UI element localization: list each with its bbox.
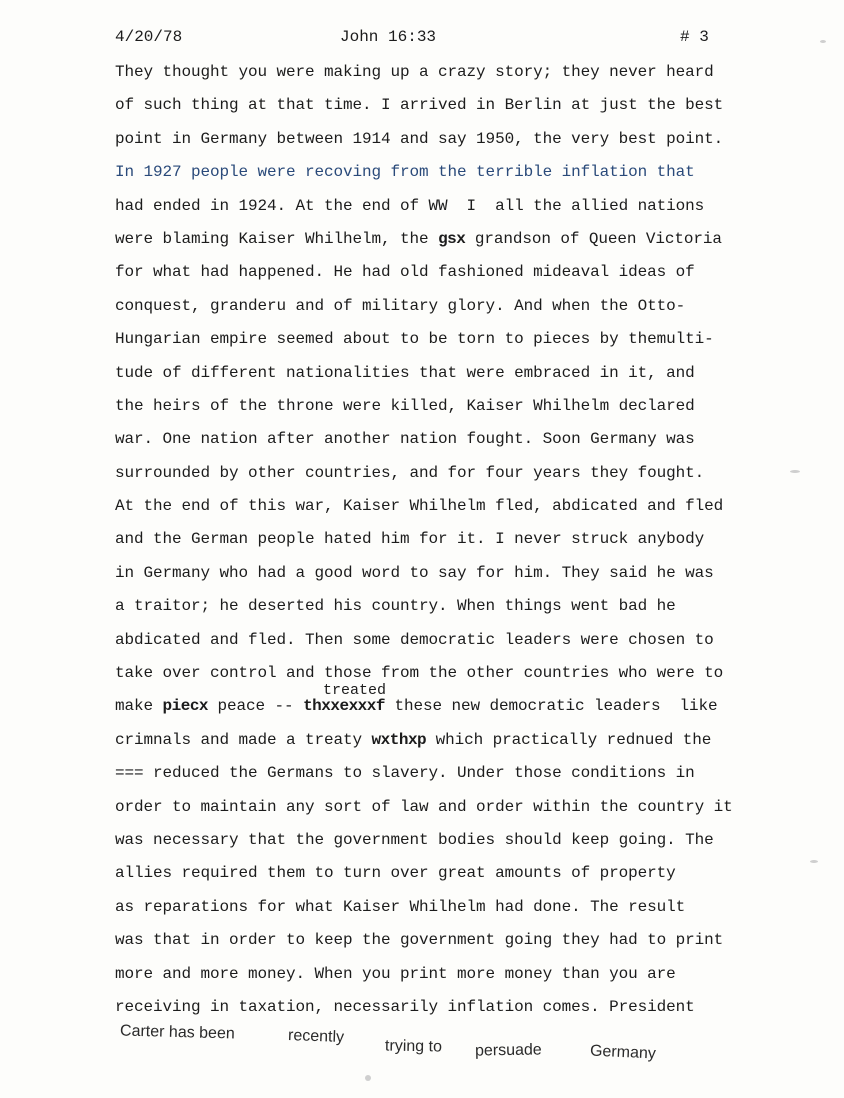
- handwritten-word: persuade: [474, 1041, 542, 1060]
- text-line-21-end: which practically rednued the: [426, 730, 712, 749]
- strikeover-text: thxxexxxf: [303, 697, 385, 716]
- text-line-22: === reduced the Germans to slavery. Under those conditions in: [115, 764, 695, 783]
- text-line-3: point in Germany between 1914 and say 1950, the very best point.: [115, 129, 724, 148]
- text-line-21: [115, 730, 815, 763]
- paper-speck: [820, 40, 826, 43]
- strikeover-text: piecx: [162, 697, 209, 716]
- paper-speck: [365, 1075, 371, 1081]
- header-date: 4/20/78: [115, 28, 183, 46]
- text-line-21-start: crimnals and made a treaty: [115, 730, 372, 749]
- text-line-7: for what had happened. He had old fashioned mideaval ideas of: [115, 263, 695, 282]
- text-line-9: Hungarian empire seemed about to be torn to pieces by themulti-: [115, 330, 714, 349]
- body-text: [115, 62, 815, 1030]
- text-line-26: as reparations for what Kaiser Whilhelm had done. The result: [115, 897, 686, 916]
- text-line-8: conquest, granderu and of military glory. And when the Otto-: [115, 296, 686, 315]
- text-line-11: the heirs of the throne were killed, Kaiser Whilhelm declared: [115, 396, 695, 415]
- text-line-20-mid: peace --: [208, 697, 304, 716]
- text-line-10: tude of different nationalities that were embraced in it, and: [115, 363, 695, 382]
- paper-speck: [790, 470, 800, 473]
- text-line-17: a traitor; he deserted his country. When things went bad he: [115, 597, 676, 616]
- text-line-20-start: make: [115, 697, 163, 716]
- text-line-6-end: grandson of Queen Victoria: [465, 229, 722, 248]
- text-line-6-start: were blaming Kaiser Whilhelm, the: [115, 229, 439, 248]
- text-line-6: [115, 229, 815, 262]
- text-line-24: was necessary that the government bodies should keep going. The: [115, 830, 714, 849]
- strikeover-text: gsx: [438, 229, 466, 248]
- header-scripture-reference: John 16:33: [340, 28, 437, 46]
- text-line-14: At the end of this war, Kaiser Whilhelm fled, abdicated and fled: [115, 497, 724, 516]
- text-line-16: in Germany who had a good word to say for him. They said he was: [115, 563, 714, 582]
- text-line-18: abdicated and fled. Then some democratic leaders were chosen to: [115, 630, 714, 649]
- text-line-1: They thought you were making up a crazy story; they never heard: [115, 63, 714, 81]
- text-line-20: [115, 696, 815, 729]
- text-line-4: In 1927 people were recoving from the terrible inflation that: [115, 163, 695, 182]
- paper-speck: [810, 860, 818, 863]
- text-line-2: of such thing at that time. I arrived in Berlin at just the best: [115, 96, 724, 115]
- strikeover-text: wxthxp: [371, 730, 427, 749]
- text-line-19: take over control and those from the other countries who were to: [115, 664, 724, 683]
- handwritten-word: trying to: [384, 1037, 443, 1056]
- text-line-13: surrounded by other countries, and for four years they fought.: [115, 463, 705, 482]
- interline-insertion: treated: [323, 682, 387, 699]
- handwritten-word: Carter has been: [119, 1022, 235, 1043]
- text-line-29: receiving in taxation, necessarily inflation comes. President: [115, 997, 695, 1016]
- header-page-number: # 3: [680, 28, 709, 46]
- text-line-28: more and more money. When you print more money than you are: [115, 964, 676, 983]
- text-line-20-end: these new democratic leaders like: [384, 697, 718, 716]
- handwritten-word: Germany: [589, 1042, 657, 1063]
- text-line-15: and the German people hated him for it. I never struck anybody: [115, 530, 705, 549]
- text-line-12: war. One nation after another nation fought. Soon Germany was: [115, 430, 695, 449]
- text-line-25: allies required them to turn over great amounts of property: [115, 864, 676, 883]
- handwritten-continuation: [120, 1024, 720, 1074]
- text-line-5: had ended in 1924. At the end of WW I all the allied nations: [115, 196, 705, 215]
- page-header: [0, 28, 844, 52]
- text-line-27: was that in order to keep the government going they had to print: [115, 931, 724, 950]
- handwritten-word: recently: [287, 1027, 345, 1046]
- text-line-23: order to maintain any sort of law and order within the country it: [115, 797, 733, 816]
